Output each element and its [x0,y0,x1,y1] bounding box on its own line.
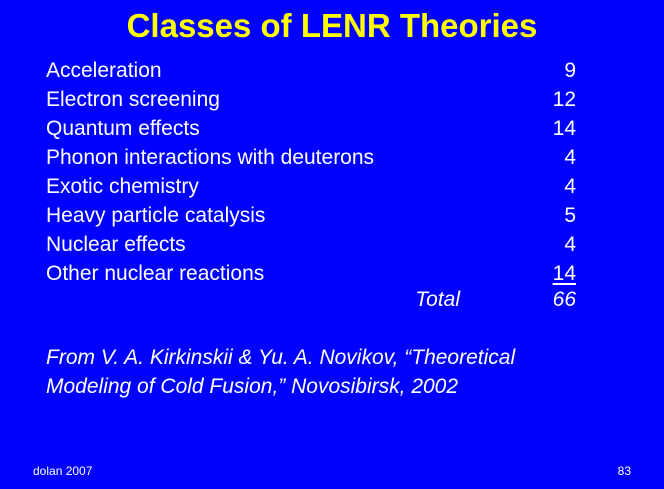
footer-author: dolan 2007 [33,464,93,478]
theory-count: 9 [564,59,576,82]
theory-row [46,230,576,259]
total-row [46,285,576,314]
theory-count: 4 [564,146,576,169]
citation [46,343,646,401]
theory-name: Acceleration [46,59,162,82]
theory-name: Electron screening [46,88,220,111]
theory-row [46,143,576,172]
theory-row [46,259,576,288]
theory-name: Phonon interactions with deuterons [46,146,375,169]
citation-line: Modeling of Cold Fusion,” Novosibirsk, 2002 [46,375,459,398]
theory-row [46,172,576,201]
theory-name: Heavy particle catalysis [46,204,266,227]
theory-list [46,56,576,288]
page-number: 83 [617,464,631,478]
theory-row [46,56,576,85]
theory-name: Nuclear effects [46,233,186,256]
theory-name: Exotic chemistry [46,175,199,198]
theory-count: 5 [564,204,576,227]
total-value: 66 [552,288,576,311]
theory-name: Other nuclear reactions [46,262,265,285]
theory-row [46,85,576,114]
total-label: Total [415,288,460,311]
theory-name: Quantum effects [46,117,200,140]
slide-title: Classes of LENR Theories [126,7,538,44]
theory-count: 4 [564,233,576,256]
theory-row [46,201,576,230]
theory-row [46,114,576,143]
theory-count: 12 [552,88,576,111]
theory-count: 14 [552,117,576,140]
citation-line: From V. A. Kirkinskii & Yu. A. Novikov, “Theoretical [46,346,516,369]
theory-count: 14 [552,262,576,285]
theory-count: 4 [564,175,576,198]
